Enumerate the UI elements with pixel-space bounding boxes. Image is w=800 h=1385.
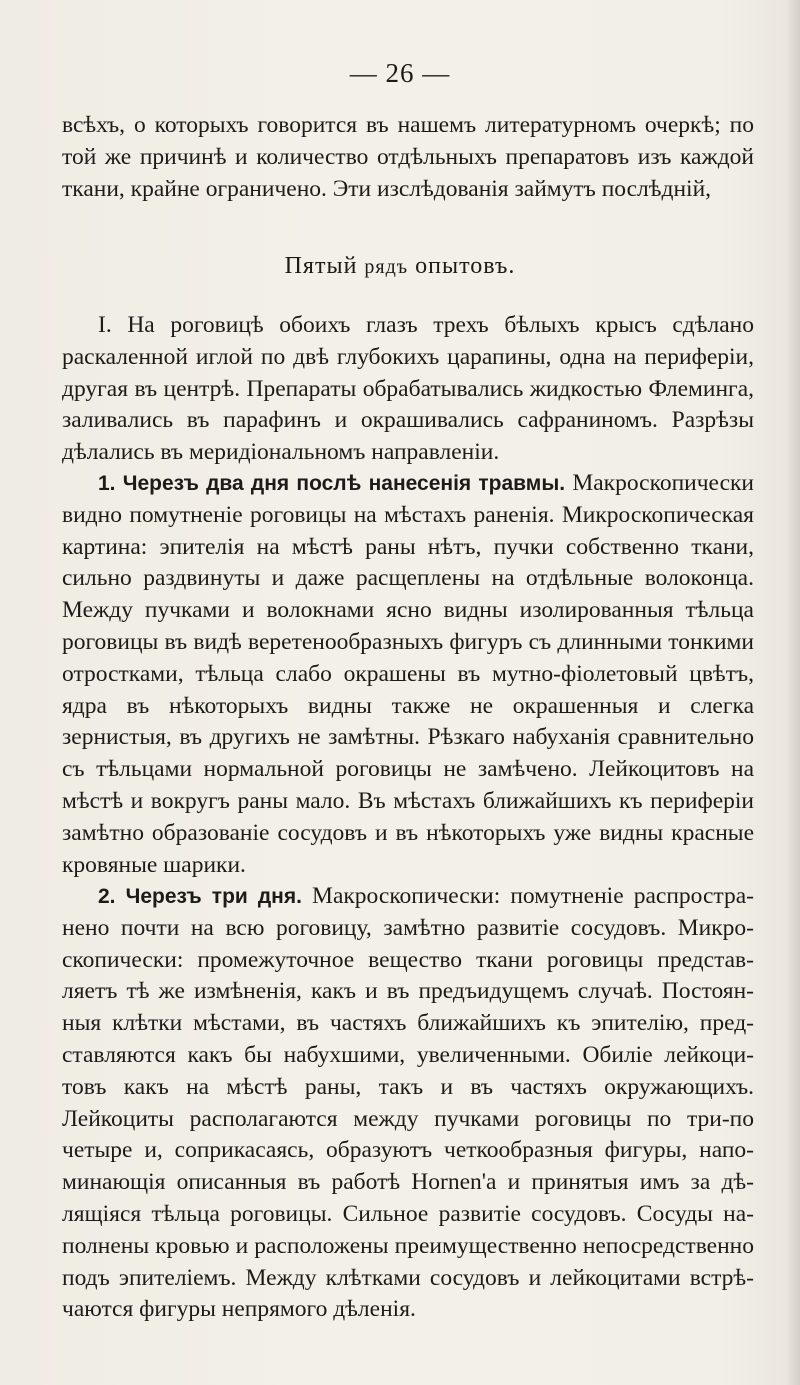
intro-paragraph: всѣхъ, о которыхъ говорится въ нашемъ литературномъ очеркѣ; по той же причинѣ и количество отдѣльныхъ препаратовъ изъ каждой ткани, крайне ограничено. Эти изслѣдованія займутъ послѣдній, [62, 112, 754, 202]
section-heading-last: опытовъ. [415, 253, 516, 279]
intro-paragraph-block [62, 110, 754, 205]
day-three-block [62, 881, 754, 1326]
page-number: — 26 — [349, 58, 451, 88]
day-two-lead: 1. Черезъ два дня послѣ нанесенія травмы. [98, 472, 566, 495]
page-edge-shadow [786, 0, 800, 1385]
experiment-description-paragraph: I. На роговицѣ обоихъ глазъ трехъ бѣлыхъ крысъ сдѣлано раскаленной иглой по двѣ глубокихъ царапины, одна на периферіи, другая въ центрѣ. Препараты обрабатывались жидкостью Флеминга, заливались въ парафинъ и окрашивались сафраниномъ. Разрѣзы дѣлались въ меридіональномъ направленіи. [62, 312, 754, 466]
day-two-block [62, 468, 754, 881]
day-three-lead: 2. Черезъ три дня. [98, 885, 302, 908]
day-two-text: Макроскопически видно помутненіе роговицы на мѣстахъ раненія. Микроскопическая картина: эпителія на мѣстѣ раны нѣтъ, пучки собственно ткани, сильно раздвинуты и даже расщеплены на отдѣльные волоконца. Между пучками и волокнами ясно видны изолированныя тѣльца роговицы въ видѣ веретенообразныхъ фигуръ съ длинными тонкими отростками, тѣльца слабо окрашены въ мутно-фіолетовый цвѣтъ, ядра въ нѣкоторыхъ видны также не окрашенныя и слегка зернистыя, въ другихъ не замѣтны. Рѣзкаго набуханія сравнительно съ тѣльцами нормальной роговицы не замѣчено. Лейкоцитовъ на мѣстѣ и вокругъ раны мало. Въ мѣстахъ ближайшихъ къ периферіи замѣтно образованіе сосудовъ и въ нѣкоторыхъ уже видны красные кровяные шарики. [62, 470, 754, 878]
section-heading-first: Пятый [284, 253, 358, 279]
day-three-text: Макроскопически: помутненіе распространено почти на всю роговицу, замѣтно развитіе сосудовъ. Микроскопически: промежуточное вещество ткани роговицы представляетъ тѣ же измѣненія, какъ и въ предъидущемъ случаѣ. Постоянныя клѣтки мѣстами, въ частяхъ ближайшихъ къ эпителію, представляются какъ бы набухшими, увеличенными. Обиліе лейкоцитовъ какъ на мѣстѣ раны, такъ и въ частяхъ окружающихъ. Лейкоциты располагаются между пучками роговицы по три-по четыре и, соприкасаясь, образуютъ четкообразныя фигуры, напоминающія описанныя въ работѣ Hornen'а и принятыя имъ за дѣлящіяся тѣльца роговицы. Сильное развитіе сосудовъ. Сосуды наполнены кровью и расположены преимущественно непосредственно подъ эпителіемъ. Между клѣтками сосудовъ и лейкоцитами встрѣчаются фигуры непрямого дѣленія. [62, 883, 754, 1323]
experiment-description-block [62, 310, 754, 469]
section-heading [0, 253, 800, 280]
day-two-paragraph [62, 468, 754, 881]
day-three-paragraph [62, 881, 754, 1326]
section-heading-caps: рядъ [364, 256, 409, 278]
